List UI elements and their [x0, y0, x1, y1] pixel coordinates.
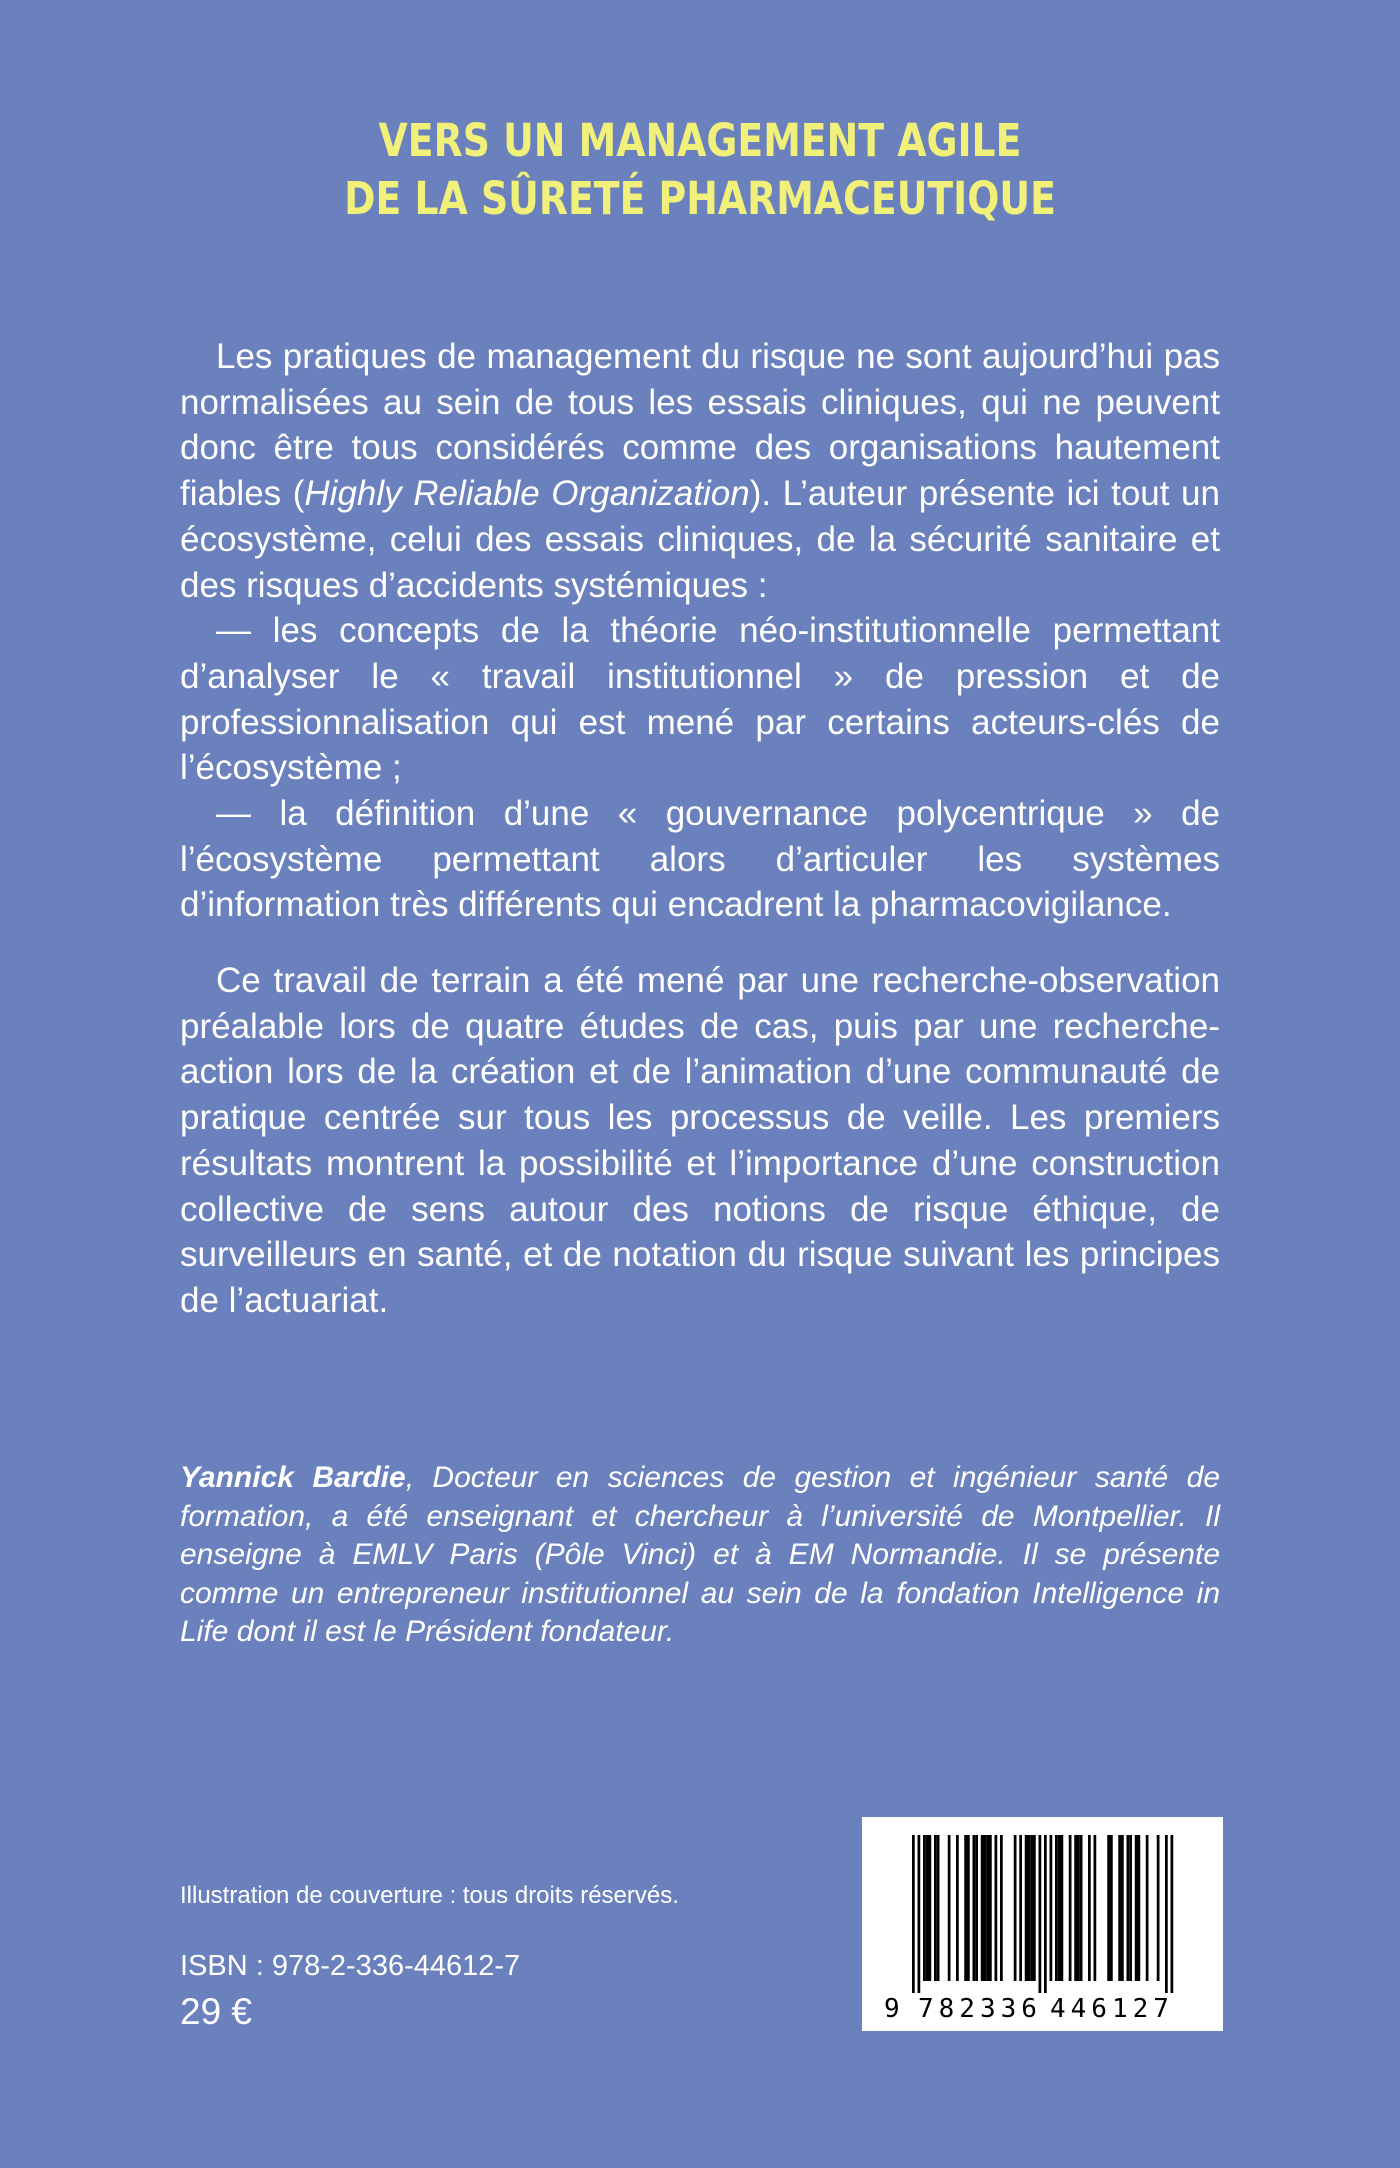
barcode-bar	[1077, 1835, 1080, 1981]
barcode-bar	[1058, 1835, 1061, 1981]
barcode-bar	[1074, 1835, 1077, 1981]
barcode-bar	[1127, 1835, 1130, 1981]
title-line-1: VERS UN MANAGEMENT AGILE	[378, 114, 1022, 167]
title-line-2: DE LA SÛRETÉ PHARMACEUTIQUE	[344, 172, 1056, 225]
barcode-bar	[1118, 1835, 1121, 1981]
barcode-bar	[1165, 1835, 1168, 1993]
barcode-graphic	[862, 1817, 1223, 2031]
barcode-bar	[981, 1835, 984, 1981]
barcode-bar	[967, 1835, 970, 1981]
barcode-bar	[1110, 1835, 1113, 1981]
barcode-bar	[1135, 1835, 1138, 1981]
barcode-bar	[989, 1835, 992, 1981]
barcode-bar	[1094, 1835, 1097, 1981]
barcode-bar	[918, 1835, 921, 1993]
barcode-bar	[1146, 1835, 1149, 1981]
summary-paragraph-2-text: Ce travail de terrain a été mené par une recherche-observation préalable lors de quatre études de cas, puis par une recherche-action lors de la création et de l’animation d’une communauté de pratique centrée sur tous les processus de veille. Les premiers résultats montrent la possibilité et l’importance d’une construction collective de sens autour des notions de risque éthique, de surveilleurs en santé, et de notation du risque suivant les principes de l’actuariat.	[180, 961, 1220, 1320]
barcode-bar	[995, 1835, 998, 1981]
barcode-bar	[1014, 1835, 1017, 1981]
barcode-bar	[934, 1835, 937, 1981]
barcode-bar	[1000, 1835, 1003, 1981]
author-bio	[180, 1459, 1220, 1652]
barcode-bar	[975, 1835, 978, 1981]
barcode-bar	[1138, 1835, 1141, 1981]
barcode-bar	[1121, 1835, 1124, 1981]
cover-credit: Illustration de couverture : tous droits réservés.	[180, 1882, 679, 1909]
summary-list-item-1: — les concepts de la théorie néo-institutionnelle permettant d’analyser le « travail institutionnel » de pression et de professionnalisation qui est mené par certains acteurs-clés de l’écosystème ;	[180, 611, 1220, 788]
barcode-bar	[1033, 1835, 1036, 1981]
barcode-bar	[1129, 1835, 1132, 1981]
barcode-bar	[973, 1835, 976, 1981]
barcode-bar	[1061, 1835, 1064, 1981]
barcode-bar	[1088, 1835, 1091, 1981]
barcode-bar	[984, 1835, 987, 1981]
barcode-bar	[926, 1835, 929, 1981]
barcode-bar	[1171, 1835, 1174, 1993]
summary-intro	[180, 334, 1220, 608]
summary-intro-text: Les pratiques de management du risque ne sont aujourd’hui pas normalisées au sein de tous les essais cliniques, qui ne peuvent donc être tous considérés comme des organisations hautement fiables (	[180, 337, 1220, 514]
barcode-bar	[1069, 1835, 1072, 1981]
summary-paragraph-2	[180, 958, 1220, 1324]
summary-paragraph-1	[180, 334, 1220, 928]
barcode-bar	[1107, 1835, 1110, 1981]
barcode-left-digits: 782336	[918, 1994, 1042, 2024]
barcode-bar	[1028, 1835, 1031, 1981]
barcode-bar	[1044, 1835, 1047, 1993]
barcode-bar	[1055, 1835, 1058, 1981]
isbn: ISBN : 978-2-336-44612-7	[180, 1950, 521, 1982]
barcode-bar	[1019, 1835, 1022, 1981]
price: 29 €	[180, 1991, 253, 2032]
barcode-bar	[1080, 1835, 1083, 1981]
barcode-bar	[929, 1835, 932, 1981]
barcode-bar	[964, 1835, 967, 1981]
barcode-bar	[1030, 1835, 1033, 1981]
barcode-bar	[956, 1835, 959, 1981]
barcode-bar	[1157, 1835, 1160, 1981]
barcode-bar	[1025, 1835, 1028, 1981]
barcode-first-digit: 9	[884, 1994, 900, 2024]
book-title	[112, 112, 1288, 228]
summary-list-item-2: — la définition d’une « gouvernance polycentrique » de l’écosystème permettant alors d’articuler les systèmes d’information très différents qui encadrent la pharmacovigilance.	[180, 794, 1220, 925]
barcode-bar	[986, 1835, 989, 1981]
barcode-bar	[948, 1835, 951, 1981]
summary-intro-italic: Highly Reliable Organization	[304, 474, 750, 514]
barcode-bar	[937, 1835, 940, 1981]
author-name: Yannick Bardie	[180, 1461, 406, 1494]
barcode-bar	[1039, 1835, 1042, 1993]
barcode	[862, 1817, 1223, 2031]
barcode-bar	[912, 1835, 915, 1993]
summary-intro-text-end: ). L’auteur présente ici tout un écosystème, celui des essais cliniques, de la sécurité sanitaire et des risques d’accidents systémiques :	[180, 474, 1220, 605]
barcode-right-digits: 446127	[1050, 1994, 1174, 2024]
barcode-bar	[923, 1835, 926, 1981]
barcode-bar	[1050, 1835, 1053, 1981]
author-bio-text: , Docteur en sciences de gestion et ingénieur santé de formation, a été enseignant et chercheur à l’université de Montpellier. Il enseigne à EMLV Paris (Pôle Vinci) et à EM Normandie. Il se présente comme un entrepreneur institutionnel au sein de la fondation Intelligence in Life dont il est le Président fondateur.	[180, 1461, 1221, 1648]
